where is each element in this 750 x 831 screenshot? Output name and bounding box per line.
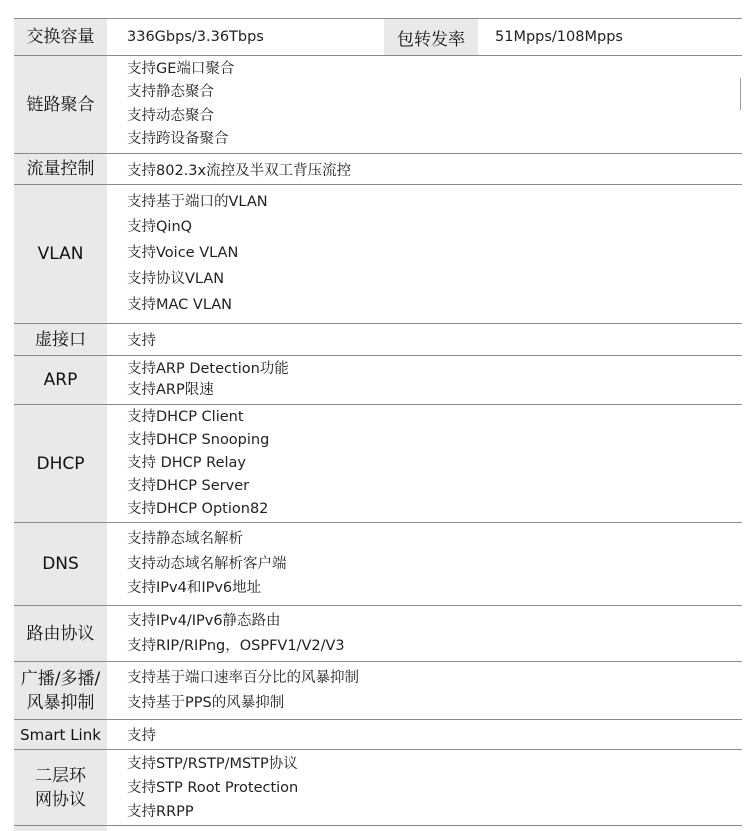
row-value: 支持GE端口聚合 支持静态聚合 支持动态聚合 支持跨设备聚合: [127, 60, 235, 147]
row-label-line: 二层环: [35, 765, 86, 786]
row-value: 支持基于端口速率百分比的风暴抑制 支持基于PPS的风暴抑制: [127, 669, 359, 711]
table-row: [14, 404, 742, 522]
row-label: Smart Link: [14, 720, 107, 749]
row-value: 支持基于端口的VLAN 支持QinQ 支持Voice VLAN 支持协议VLAN 支持MAC VLAN: [127, 193, 268, 313]
row-label: 流量控制: [14, 154, 107, 184]
row-label-line: 网协议: [35, 789, 86, 810]
table-row: [14, 355, 742, 404]
row-value-secondary: 51Mpps/108Mpps: [495, 29, 623, 45]
row-label: 路由协议: [14, 606, 107, 661]
row-label: DNS: [14, 523, 107, 605]
row-value: 支持ARP Detection功能 支持ARP限速: [127, 361, 289, 398]
row-value: 支持: [127, 728, 156, 744]
row-value: 支持DHCP Client 支持DHCP Snooping 支持 DHCP Relay 支持DHCP Server 支持DHCP Option82: [127, 409, 270, 517]
table-row: [14, 184, 742, 323]
row-label: ARP: [14, 356, 107, 404]
row-label: 链路聚合: [14, 56, 107, 153]
table-row: [14, 522, 742, 605]
table-row: [14, 749, 742, 826]
row-label: [14, 750, 107, 825]
row-label-secondary: 包转发率: [384, 19, 478, 55]
row-label: 交换容量: [14, 19, 107, 55]
row-label-line: 风暴抑制: [26, 692, 95, 713]
row-value: 支持: [127, 333, 156, 349]
table-row: [14, 719, 742, 749]
table-row: [14, 153, 742, 184]
table-row: [14, 605, 742, 661]
row-label: [14, 662, 107, 719]
row-label: VLAN: [14, 185, 107, 323]
row-value: 支持802.3x流控及半双工背压流控: [127, 162, 352, 179]
edge-mark: [740, 78, 741, 110]
table-row: [14, 18, 742, 55]
row-value: 支持STP/RSTP/MSTP协议 支持STP Root Protection 支持RRPP: [127, 755, 299, 820]
next-row-stub: [14, 826, 107, 831]
table-row: [14, 323, 742, 355]
table-row: [14, 661, 742, 719]
row-value: 支持静态域名解析 支持动态域名解析客户端 支持IPv4和IPv6地址: [127, 531, 287, 597]
table-row: [14, 55, 742, 153]
row-value: 支持IPv4/IPv6静态路由 支持RIP/RIPng，OSPFV1/V2/V3: [127, 612, 345, 654]
row-value: 336Gbps/3.36Tbps: [127, 29, 264, 45]
row-label: 虚接口: [14, 324, 107, 355]
row-label: DHCP: [14, 405, 107, 522]
row-label-line: 广播/多播/: [20, 668, 101, 689]
